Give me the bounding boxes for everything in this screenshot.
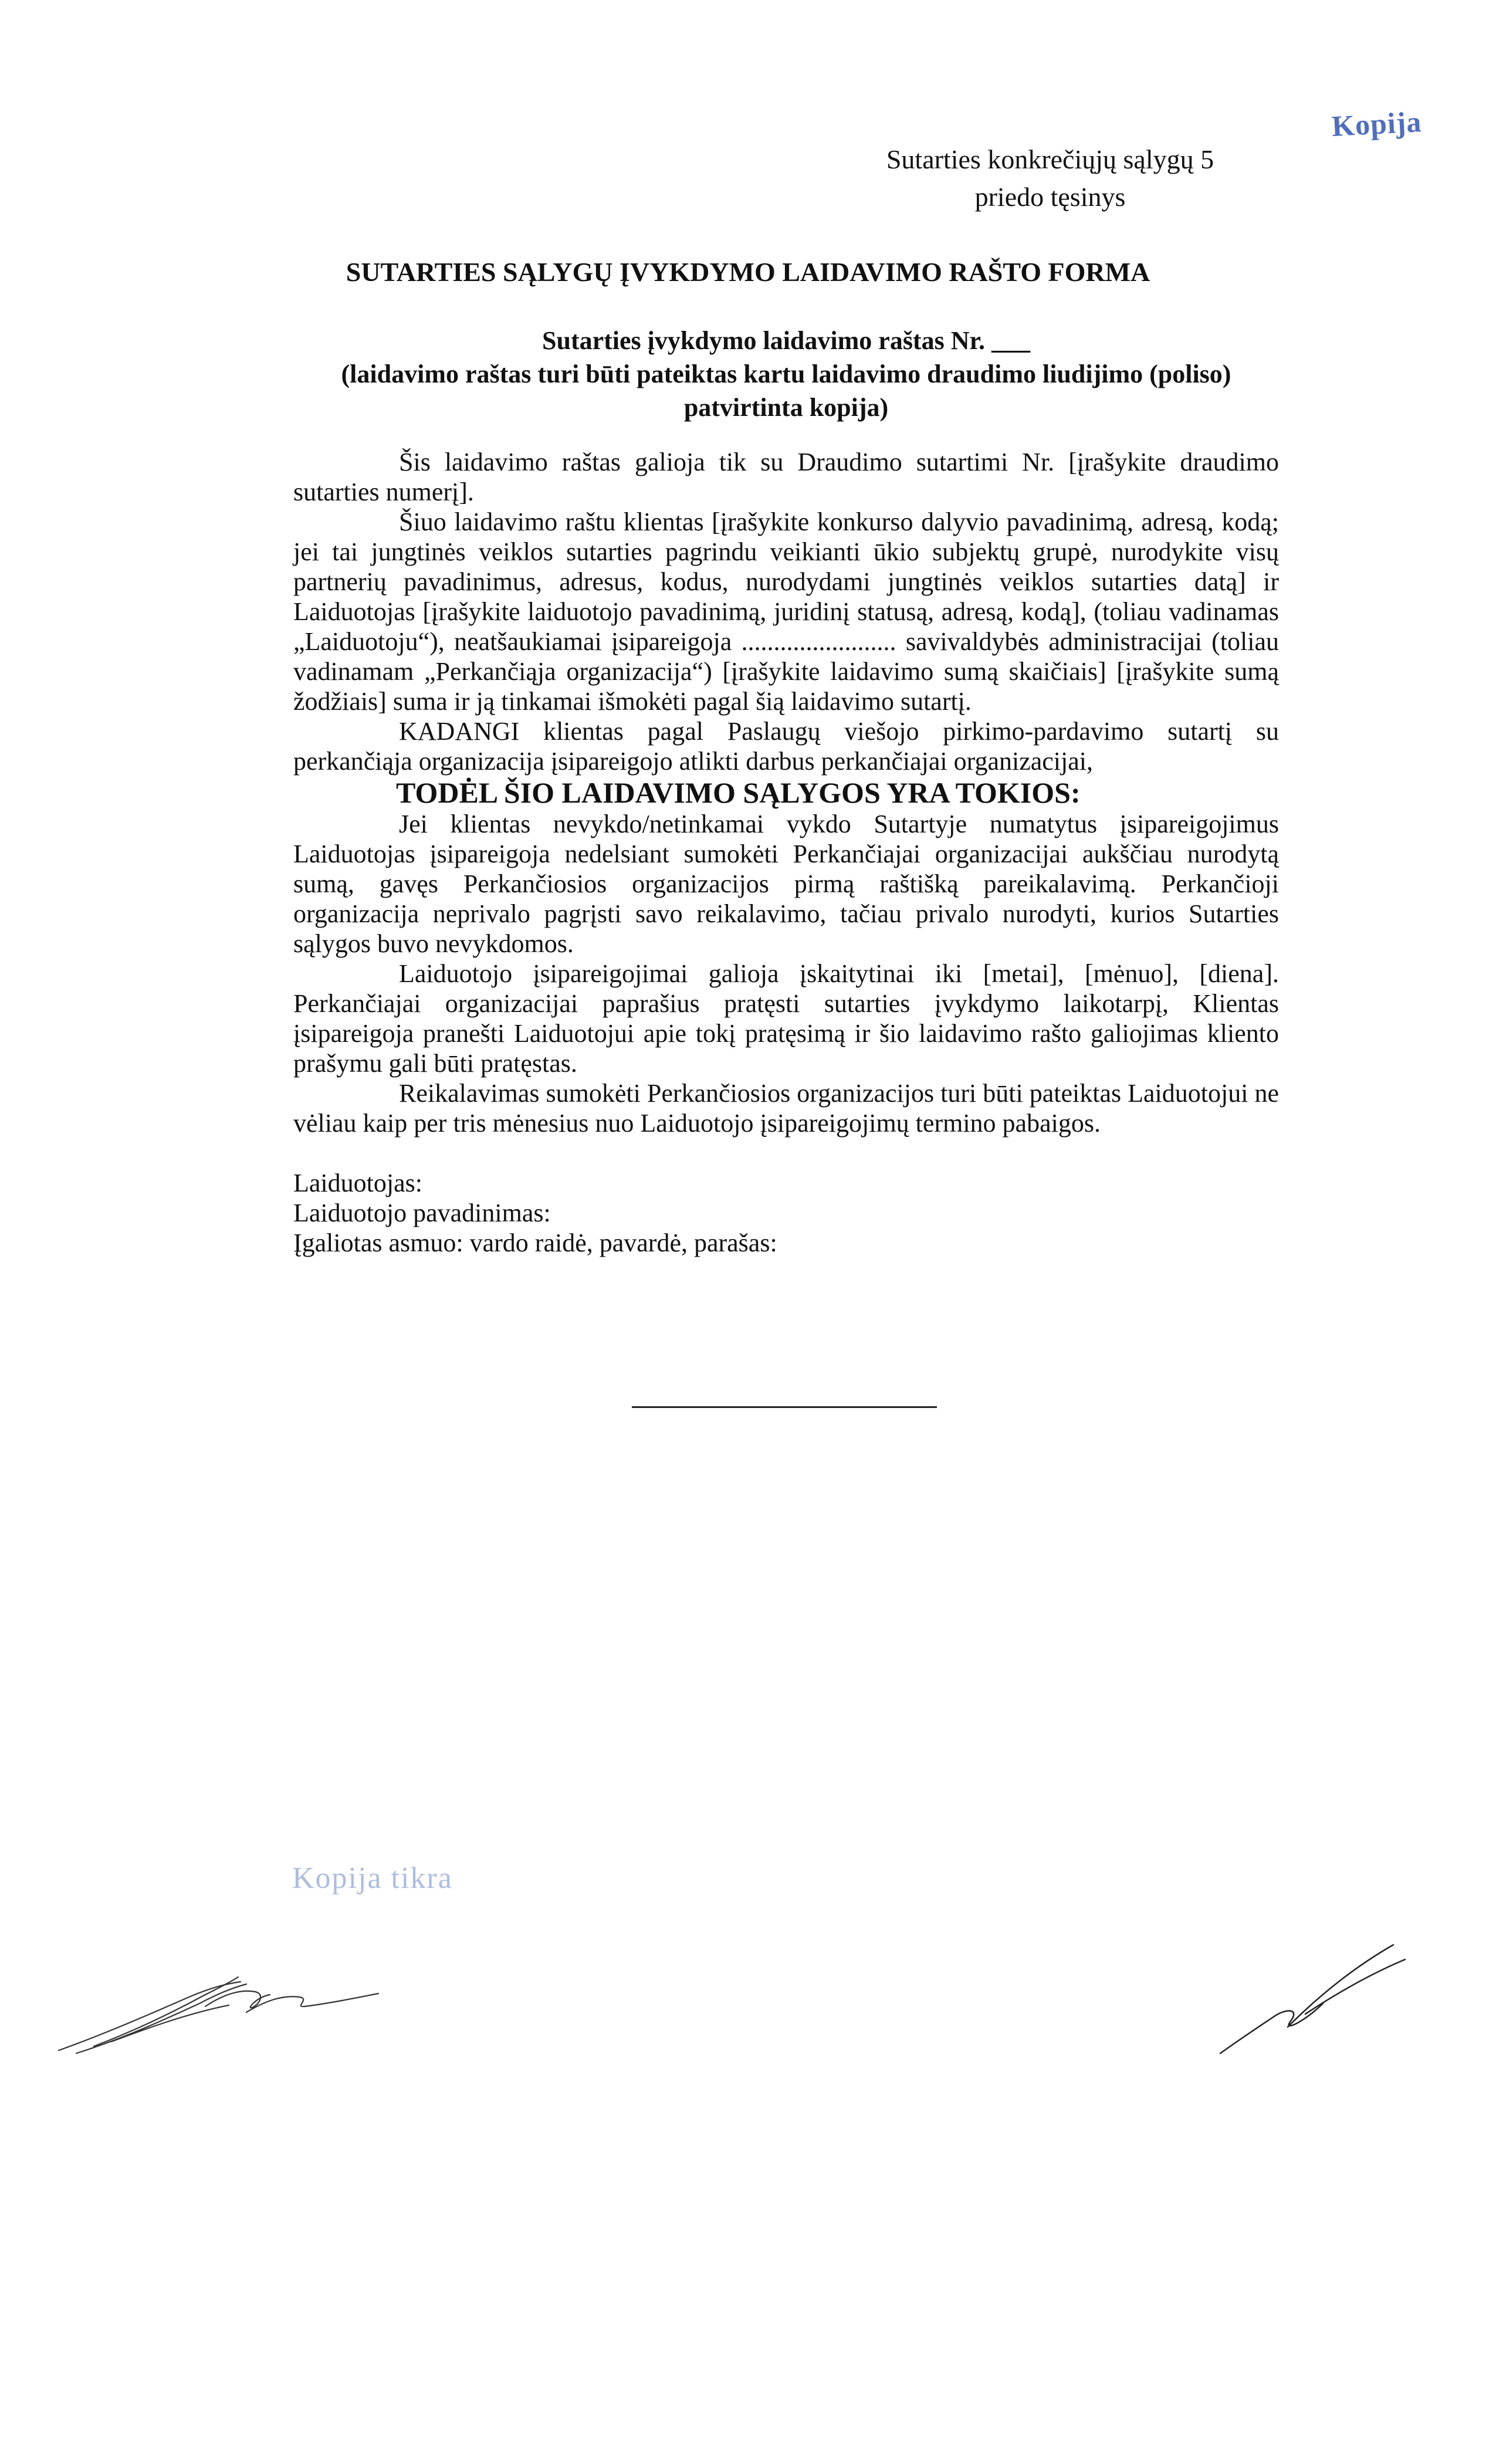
- signature-guarantor: Laiduotojas:: [293, 1169, 422, 1197]
- appendix-line-1: Sutarties konkrečiųjų sąlygų 5: [886, 144, 1214, 174]
- paragraph-whereas: KADANGI klientas pagal Paslaugų viešojo pirkimo-pardavimo sutartį su perkančiąja organizacija įsipareigojo atlikti darbus perkančiajai organizacijai,: [293, 717, 1279, 776]
- signature-left: [53, 1971, 381, 2059]
- subtitle-line-1: Sutarties įvykdymo laidavimo raštas Nr. ___: [542, 326, 1030, 355]
- paragraph-payment: Jei klientas nevykdo/netinkamai vykdo Sutartyje numatytus įsipareigojimus Laiduotojas įsipareigoja nedelsiant sumokėti Perkančiajai organizacijai aukščiau nurodytą sumą, gavęs Perkančiosios organizacijos pirmą raštišką pareikalavimą. Perkančioji organizacija neprivalo pagrįsti savo reikalavimo, tačiau privalo nurodyti, kurios Sutarties sąlygos buvo nevykdomos.: [293, 810, 1279, 958]
- signature-right: [1217, 1939, 1417, 2056]
- paragraph-claims: Reikalavimas sumokėti Perkančiosios organizacijos turi būti pateiktas Laiduotojui ne vėliau kaip per tris mėnesius nuo Laiduotojo įsipareigojimų termino pabaigos.: [293, 1079, 1279, 1138]
- paragraph-commitment: Šiuo laidavimo raštu klientas [įrašykite konkurso dalyvio pavadinimą, adresą, kodą; jei tai jungtinės veiklos sutarties pagrindu veikianti ūkio subjektų grupė, nurodykite visų partnerių pavadinimus, adresus, kodus, nurodydami jungtinės veiklos sutarties datą] ir Laiduotojas [įrašykite laiduotojo pavadinimą, juridinį statusą, adresą, kodą], (toliau vadinamas „Laiduotoju“), neatšaukiamai įsipareigoja ........................ savivaldybės administracijai (toliau vadinamam „Perkančiąja organizacija“) [įrašykite laidavimo sumą skaičiais] [įrašykite sumą žodžiais] suma ir ją tinkamai išmokėti pagal šią laidavimo sutartį.: [293, 507, 1279, 716]
- document-title: SUTARTIES SĄLYGŲ ĮVYKDYMO LAIDAVIMO RAŠTO FORMA: [346, 257, 1150, 287]
- conditions-heading: TODĖL ŠIO LAIDAVIMO SĄLYGOS YRA TOKIOS:: [396, 776, 1081, 809]
- paragraph-term: Laiduotojo įsipareigojimai galioja įskaitytinai iki [metai], [mėnuo], [diena]. Perkančiajai organizacijai paprašius pratęsti sutarties įvykdymo laikotarpį, Klientas įsipareigoja pranešti Laiduotojui apie tokį pratęsimą ir šio laidavimo rašto galiojimas kliento prašymu gali būti pratęstas.: [293, 959, 1279, 1078]
- appendix-line-2: priedo tęsinys: [974, 182, 1126, 212]
- certified-copy-stamp: Kopija tikra: [292, 1861, 453, 1895]
- signature-line: [632, 1406, 937, 1408]
- paragraph-validity: Šis laidavimo raštas galioja tik su Draudimo sutartimi Nr. [įrašykite draudimo sutarties numerį].: [293, 448, 1279, 506]
- document-subtitle: [258, 324, 1314, 424]
- signature-authorized-person: Įgaliotas asmuo: vardo raidė, pavardė, parašas:: [293, 1228, 777, 1257]
- subtitle-line-3: patvirtinta kopija): [683, 393, 889, 422]
- document-body: [293, 447, 1279, 1258]
- signature-guarantor-name: Laiduotojo pavadinimas:: [293, 1199, 551, 1227]
- subtitle-line-2: (laidavimo raštas turi būti pateiktas kartu laidavimo draudimo liudijimo (poliso): [341, 360, 1231, 388]
- copy-stamp: Kopija: [1331, 105, 1423, 143]
- appendix-reference: [815, 141, 1285, 216]
